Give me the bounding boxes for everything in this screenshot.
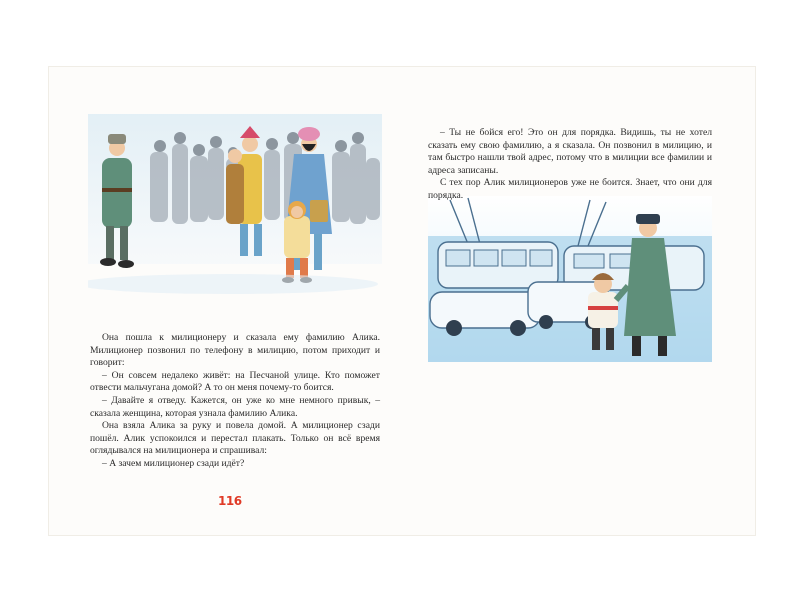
left-paragraph-5: – А зачем милиционер сзади идёт? [102, 457, 245, 469]
right-paragraph-2: С тех пор Алик милиционеров уже не боится. Знает, что они для порядка. [428, 177, 712, 201]
page-number: 116 [218, 494, 242, 508]
illustration-policeman-and-boy [428, 196, 712, 362]
left-paragraph-1: Она пошла к милиционеру и сказала ему фамилию Алика. Милиционер позвонил по телефону в милицию, потом приходит и говорит: [90, 332, 380, 369]
left-paragraph-4: Она взяла Алика за руку и повела домой. А милиционер сзади пошёл. Алик успокоился и перестал плакать. Только он всё время оглядывался на милиционера и спрашивал: [90, 420, 380, 457]
right-paragraph-1: – Ты не бойся его! Это он для порядка. Видишь, ты не хотел сказать ему свою фамилию, а я сказала. Он позвонил в милицию, и там быстро нашли твой адрес, потому что в милиции все фамилии и адреса записаны. [428, 127, 712, 176]
right-column-text [428, 127, 712, 203]
left-column-text [90, 332, 380, 471]
left-paragraph-2: – Он совсем недалеко живёт: на Песчаной улице. Кто поможет отвести мальчугана домой? А то он меня почему-то боится. [90, 369, 380, 394]
left-paragraph-3: – Давайте я отведу. Кажется, он уже ко мне немного привык, – сказала женщина, которая узнала фамилию Алика. [90, 394, 380, 419]
illustration-street-crowd [88, 114, 382, 306]
